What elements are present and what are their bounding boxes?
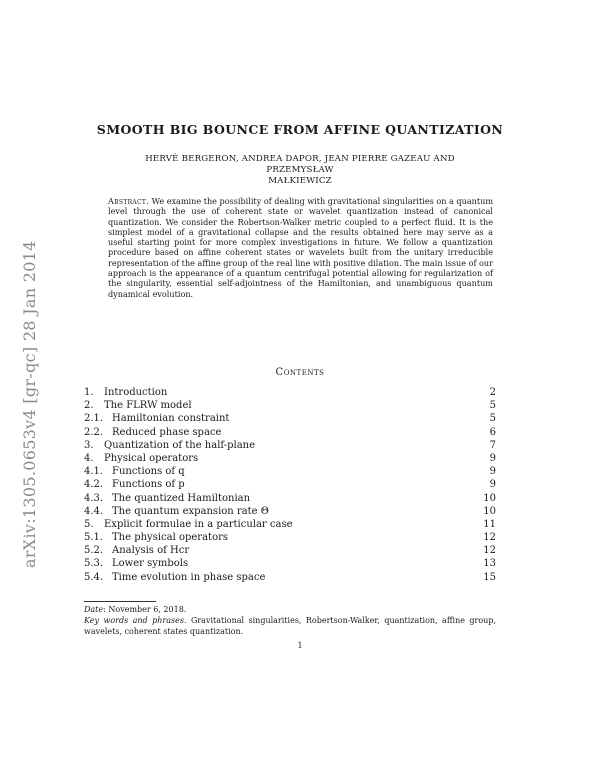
paper-title: SMOOTH BIG BOUNCE FROM AFFINE QUANTIZATION bbox=[96, 122, 504, 137]
table-of-contents bbox=[84, 386, 496, 584]
toc-entry-number: 5.4. bbox=[84, 571, 104, 583]
toc-entry[interactable] bbox=[84, 478, 496, 491]
toc-entry[interactable] bbox=[84, 399, 496, 412]
toc-entry[interactable] bbox=[84, 557, 496, 570]
toc-entry-number: 2. bbox=[84, 400, 94, 412]
toc-entry-page: 11 bbox=[483, 518, 496, 530]
footnotes bbox=[84, 604, 496, 637]
toc-entry-number: 2.1. bbox=[84, 413, 104, 425]
toc-entry-label: The quantum expansion rate Θ bbox=[112, 505, 269, 517]
toc-entry-page: 12 bbox=[483, 545, 496, 557]
toc-entry-page: 10 bbox=[483, 492, 496, 504]
toc-entry-number: 1. bbox=[84, 387, 94, 398]
toc-entry[interactable] bbox=[84, 439, 496, 452]
toc-entry-number: 4.3. bbox=[84, 492, 104, 504]
toc-entry-number: 2.2. bbox=[84, 426, 104, 438]
toc-entry[interactable] bbox=[84, 386, 496, 399]
toc-entry-page: 12 bbox=[483, 532, 496, 544]
toc-entry-number: 4.1. bbox=[84, 466, 104, 478]
toc-entry[interactable] bbox=[84, 571, 496, 584]
toc-entry-label: Introduction bbox=[104, 387, 168, 398]
footnote-date bbox=[84, 604, 496, 615]
toc-entry-number: 5.3. bbox=[84, 558, 104, 570]
toc-entry-page: 10 bbox=[483, 505, 496, 517]
footnote-rule bbox=[84, 601, 156, 602]
toc-entry[interactable] bbox=[84, 544, 496, 557]
toc-entry-label: Functions of q bbox=[112, 466, 185, 478]
date-label: Date bbox=[84, 605, 104, 614]
toc-entry-page: 2 bbox=[489, 387, 496, 398]
authors-line-1: HERVÉ BERGERON, ANDREA DAPOR, JEAN PIERRE GAZEAU AND PRZEMYSŁAW bbox=[145, 154, 455, 175]
toc-entry[interactable] bbox=[84, 531, 496, 544]
toc-entry[interactable] bbox=[84, 452, 496, 465]
toc-entry-label: Functions of p bbox=[112, 479, 185, 491]
toc-entry-page: 15 bbox=[483, 571, 496, 583]
toc-entry-label: Physical operators bbox=[104, 452, 199, 464]
toc-entry-number: 5. bbox=[84, 518, 94, 530]
toc-entry-page: 5 bbox=[489, 413, 496, 425]
footnote-keywords bbox=[84, 615, 496, 637]
toc-entry-label: Hamiltonian constraint bbox=[112, 413, 230, 425]
abstract-label: Abstract. bbox=[108, 196, 150, 206]
toc-entry[interactable] bbox=[84, 426, 496, 439]
toc-entry[interactable] bbox=[84, 465, 496, 478]
toc-entry-label: Explicit formulae in a particular case bbox=[104, 518, 293, 530]
date-value: : November 6, 2018. bbox=[103, 605, 187, 614]
toc-entry-page: 9 bbox=[489, 479, 496, 491]
toc-entry-label: Reduced phase space bbox=[112, 426, 222, 438]
toc-entry-page: 7 bbox=[489, 439, 496, 451]
toc-entry[interactable] bbox=[84, 518, 496, 531]
keywords-label: Key words and phrases. bbox=[84, 616, 187, 625]
toc-entry-label: Analysis of Hcr bbox=[112, 545, 190, 557]
arxiv-stamp: arXiv:1305.0653v4 [gr-qc] 28 Jan 2014 bbox=[20, 240, 39, 568]
abstract-text: We examine the possibility of dealing with gravitational singularities on a quantum level through the use of coherent state or wavelet quantization instead of canonical quantization. We consider the Robertson-Walker metric coupled to a perfect fluid. It is the simplest model of a gravitational collapse and the results obtained here may serve as a useful starting point for more complex investigations in future. We follow a quantization procedure based on affine coherent states or wavelets built from the unitary irreducible representation of the affine group of the real line with positive dilation. The main issue of our approach is the appearance of a quantum centrifugal potential allowing for regularization of the singularity, essential self-adjointness of the Hamiltonian, and unambiguous quantum dynamical evolution. bbox=[108, 196, 494, 299]
toc-entry-label: The FLRW model bbox=[104, 400, 192, 412]
toc-entry-number: 4. bbox=[84, 452, 94, 464]
keywords-value: Gravitational singularities, Robertson-Walker, quantization, affine group, wavelets, coherent states quantization. bbox=[84, 616, 496, 636]
toc-entry-number: 3. bbox=[84, 439, 94, 451]
contents-heading: Contents bbox=[275, 367, 325, 378]
toc-entry-number: 5.1. bbox=[84, 532, 104, 544]
toc-entry-page: 5 bbox=[489, 400, 496, 412]
toc-entry-label: The quantized Hamiltonian bbox=[112, 492, 251, 504]
toc-entry-label: Quantization of the half-plane bbox=[104, 439, 256, 451]
toc-entry-number: 4.2. bbox=[84, 479, 104, 491]
toc-entry[interactable] bbox=[84, 412, 496, 425]
toc-entry-label: Lower symbols bbox=[112, 558, 189, 570]
toc-entry[interactable] bbox=[84, 505, 496, 518]
toc-entry-number: 4.4. bbox=[84, 505, 104, 517]
toc-entry-label: The physical operators bbox=[112, 532, 229, 544]
abstract bbox=[108, 196, 493, 299]
toc-entry[interactable] bbox=[84, 492, 496, 505]
authors bbox=[120, 154, 480, 187]
toc-entry-page: 13 bbox=[483, 558, 496, 570]
toc-entry-label: Time evolution in phase space bbox=[112, 571, 266, 583]
authors-line-2: MAŁKIEWICZ bbox=[268, 176, 332, 186]
page-number: 1 bbox=[297, 641, 303, 650]
toc-entry-page: 9 bbox=[489, 466, 496, 478]
toc-entry-number: 5.2. bbox=[84, 545, 104, 557]
toc-entry-page: 6 bbox=[489, 426, 496, 438]
toc-entry-page: 9 bbox=[489, 452, 496, 464]
